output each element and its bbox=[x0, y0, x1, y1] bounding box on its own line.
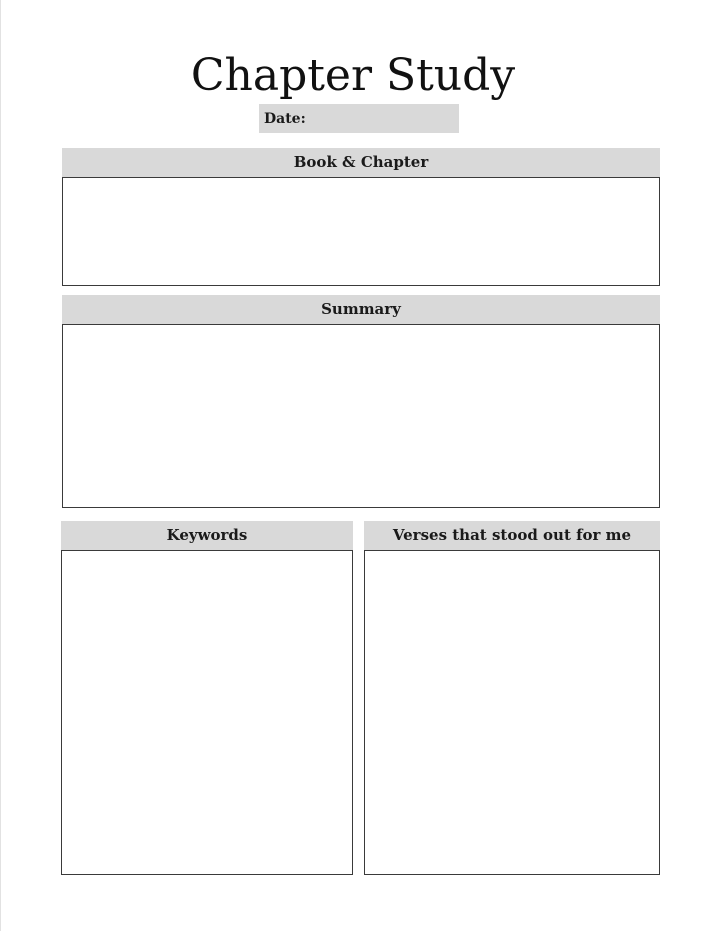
page-title: Chapter Study bbox=[190, 50, 516, 101]
verses-box[interactable] bbox=[364, 550, 660, 875]
summary-header: Summary bbox=[62, 295, 660, 324]
date-field[interactable] bbox=[259, 104, 459, 133]
keywords-header: Keywords bbox=[61, 521, 353, 550]
date-label: Date: bbox=[264, 111, 306, 127]
summary-box[interactable] bbox=[62, 324, 660, 508]
book-chapter-header: Book & Chapter bbox=[62, 148, 660, 177]
verses-header: Verses that stood out for me bbox=[364, 521, 660, 550]
book-chapter-box[interactable] bbox=[62, 177, 660, 286]
page-edge bbox=[0, 0, 1, 931]
keywords-box[interactable] bbox=[61, 550, 353, 875]
